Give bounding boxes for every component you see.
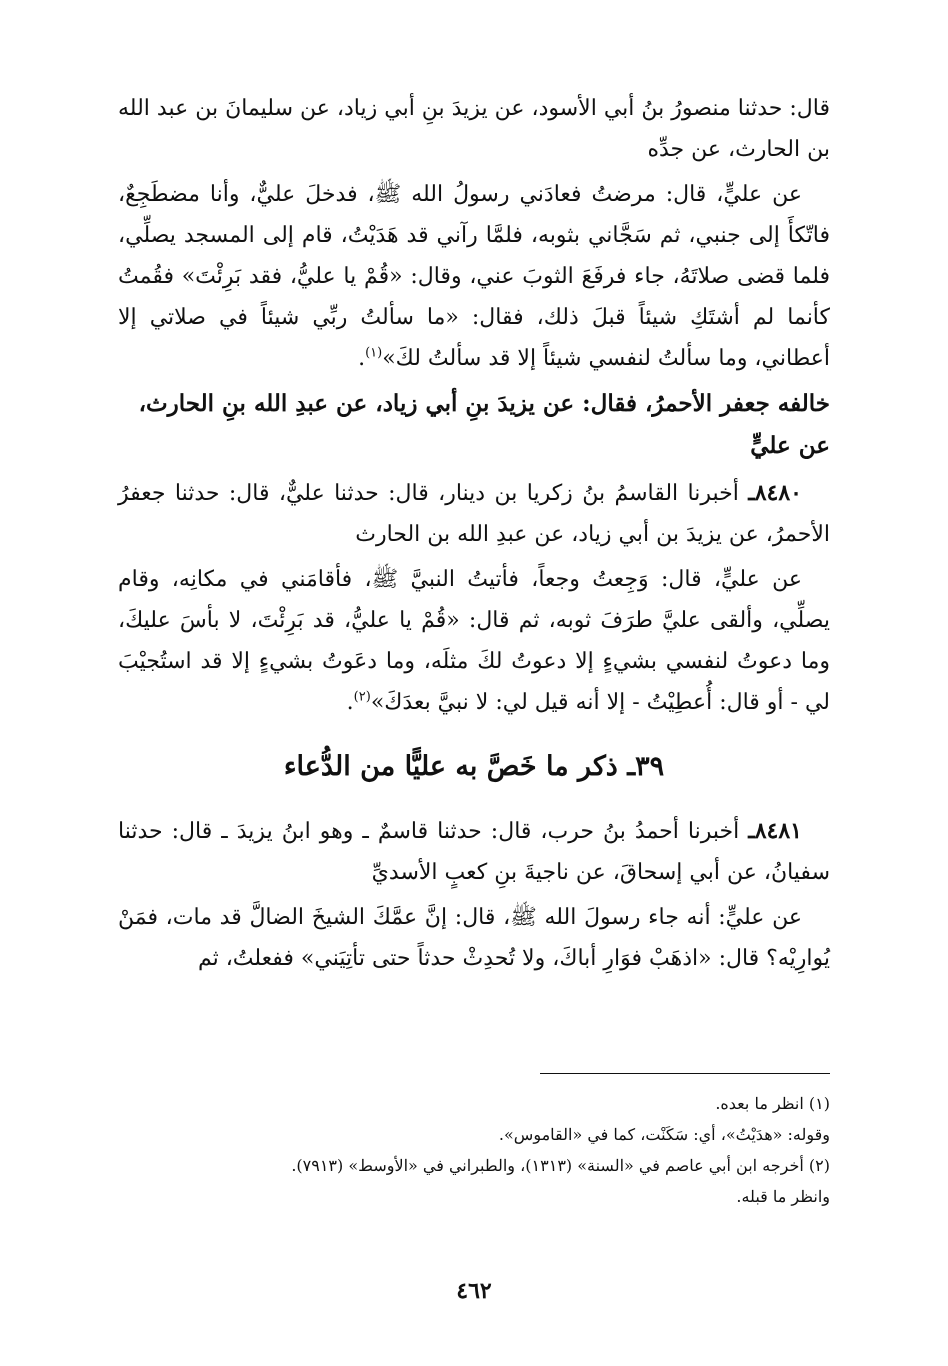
footnote-ref[interactable]: (١) — [365, 345, 383, 361]
hadith-isnad-8481 — [118, 811, 830, 893]
footnote-2-continuation: وانظر ما قبله. — [736, 1187, 830, 1206]
chapter-title: ٣٩ـ ذكر ما خَصَّ به عليًّا من الدُّعاء — [283, 751, 665, 782]
hadith-text: عن عليٍّ، قال: مرضتُ فعادَني رسولُ الله ﷺ، فدخلَ عليٌّ، وأنا مضطَجِعٌ، فاتّكأَ إلى جنبي، ثم سَجَّاني بثوبه، فلمَّا رآني قد هَدَيْتُ، قام إلى المسجد يصلِّي، فلما قضى صلاتَهُ، جاء فرفَعَ الثوبَ عني، وقال: «قُمْ يا عليُّ، فقد بَرِئْتَ» فقُمتُ كأنما لم أشتَكِ شيئاً قبلَ ذلك، فقال: «ما سألتُ ربِّي شيئاً في صلاتي إلا أعطاني، وما سألتُ لنفسي شيئاً إلا قد سألتُ لكَ» — [118, 182, 830, 371]
footnote-1: (١) انظر ما بعده. — [715, 1094, 830, 1113]
hadith-isnad-8480 — [118, 473, 830, 555]
footnote-2: (٢) أخرجه ابن أبي عاصم في «السنة» (١٣١٣)، والطبراني في «الأوسط» (٧٩١٣). — [291, 1156, 830, 1175]
hadith-text: عن عليٍّ، قال: وَجِعتُ وجعاً، فأتيتُ النبيَّ ﷺ، فأقامَني في مكانِه، وقام يصلِّي، وألقى عليَّ طرَفَ ثوبه، ثم قال: «قُمْ يا عليُّ، قد بَرِئْتَ، لا بأسَ عليكَ، وما دعوتُ لنفسي بشيءٍ إلا دعوتُ لكَ مثلَه، وما دعَوتُ بشيءٍ إلا قد استُجيْبَ لي - أو قال: أُعطِيْتُ - إلا أنه قيل لي: لا نبيَّ بعدَكَ» — [118, 567, 830, 715]
isnad-paragraph — [118, 88, 830, 170]
page-number: ٤٦٢ — [456, 1278, 492, 1304]
book-page — [118, 88, 830, 1366]
hadith-paragraph — [118, 897, 830, 979]
hadith-paragraph: عن عليٍّ، قال: مرضتُ فعادَني رسولُ الله ﷺ، فدخلَ عليٌّ، وأنا مضطَجِعٌ، فاتّكأَ إلى جنبي، ثم سَجَّاني بثوبه، فلمَّا رآني قد هَدَيْتُ، قام إلى المسجد يصلِّي، فلما قضى صلاتَهُ، جاء فرفَعَ الثوبَ عني، وقال: «قُمْ يا عليُّ، فقد بَرِئْتَ» فقُمتُ كأنما لم أشتَكِ شيئاً قبلَ ذلك، فقال: «ما سألتُ ربِّي شيئاً في صلاتي إلا أعطاني، وما سألتُ لنفسي شيئاً إلا قد سألتُ لكَ»$^{(١)}$. — [118, 182, 830, 371]
isnad-text: قال: حدثنا منصورُ بنُ أبي الأسود، عن يزيدَ بنِ أبي زياد، عن سليمانَ بن عبد الله بن الحارث، عن جدِّه — [118, 96, 830, 162]
isnad-text: أخبرنا القاسمُ بنُ زكريا بن دينار، قال: حدثنا عليٌّ، قال: حدثنا جعفرُ الأحمرُ، عن يزيدَ بن أبي زياد، عن عبدِ الله بن الحارث — [118, 481, 830, 547]
hadith-number: ٨٤٨٠ـ — [748, 480, 802, 506]
footnote-separator — [540, 1073, 830, 1074]
footnotes — [118, 1088, 830, 1212]
isnad-text: أخبرنا أحمدُ بنُ حرب، قال: حدثنا قاسمٌ ـ وهو ابنُ يزيدَ ـ قال: حدثنا سفيانُ، عن أبي إسحاقَ، عن ناجيةَ بنِ كعبٍ الأسديِّ — [118, 819, 830, 885]
hadith-number: ٨٤٨١ـ — [748, 818, 802, 844]
footnote-ref[interactable]: (٢) — [353, 689, 371, 705]
section-heading: خالفه جعفر الأحمرُ، فقال: عن يزيدَ بنِ أبي زياد، عن عبدِ الله بنِ الحارث، عن عليٍّ — [138, 390, 830, 459]
hadith-text: عن عليٍّ: أنه جاء رسولَ الله ﷺ، قال: إنَّ عمَّكَ الشيخَ الضالَّ قد مات، فمَنْ يُوارِيْه؟ قال: «اذهَبْ فوَارِ أباكَ، ولا تُحدِثْ حدثاً حتى تأتِيَني» ففعلتُ، ثم — [118, 905, 830, 971]
hadith-paragraph: عن عليٍّ، قال: وَجِعتُ وجعاً، فأتيتُ النبيَّ ﷺ، فأقامَني في مكانِه، وقام يصلِّي، وألقى عليَّ طرَفَ ثوبه، ثم قال: «قُمْ يا عليُّ، قد بَرِئْتَ، لا بأسَ عليكَ، وما دعوتُ لنفسي بشيءٍ إلا دعوتُ لكَ مثلَه، وما دعَوتُ بشيءٍ إلا قد استُجيْبَ لي - أو قال: أُعطِيْتُ - إلا أنه قيل لي: لا نبيَّ بعدَكَ»$^{(٢)}$. — [118, 567, 830, 715]
footnote-1-continuation: وقوله: «هدَيْتُ»، أي: سَكَنْت، كما في «القاموس». — [498, 1125, 830, 1144]
